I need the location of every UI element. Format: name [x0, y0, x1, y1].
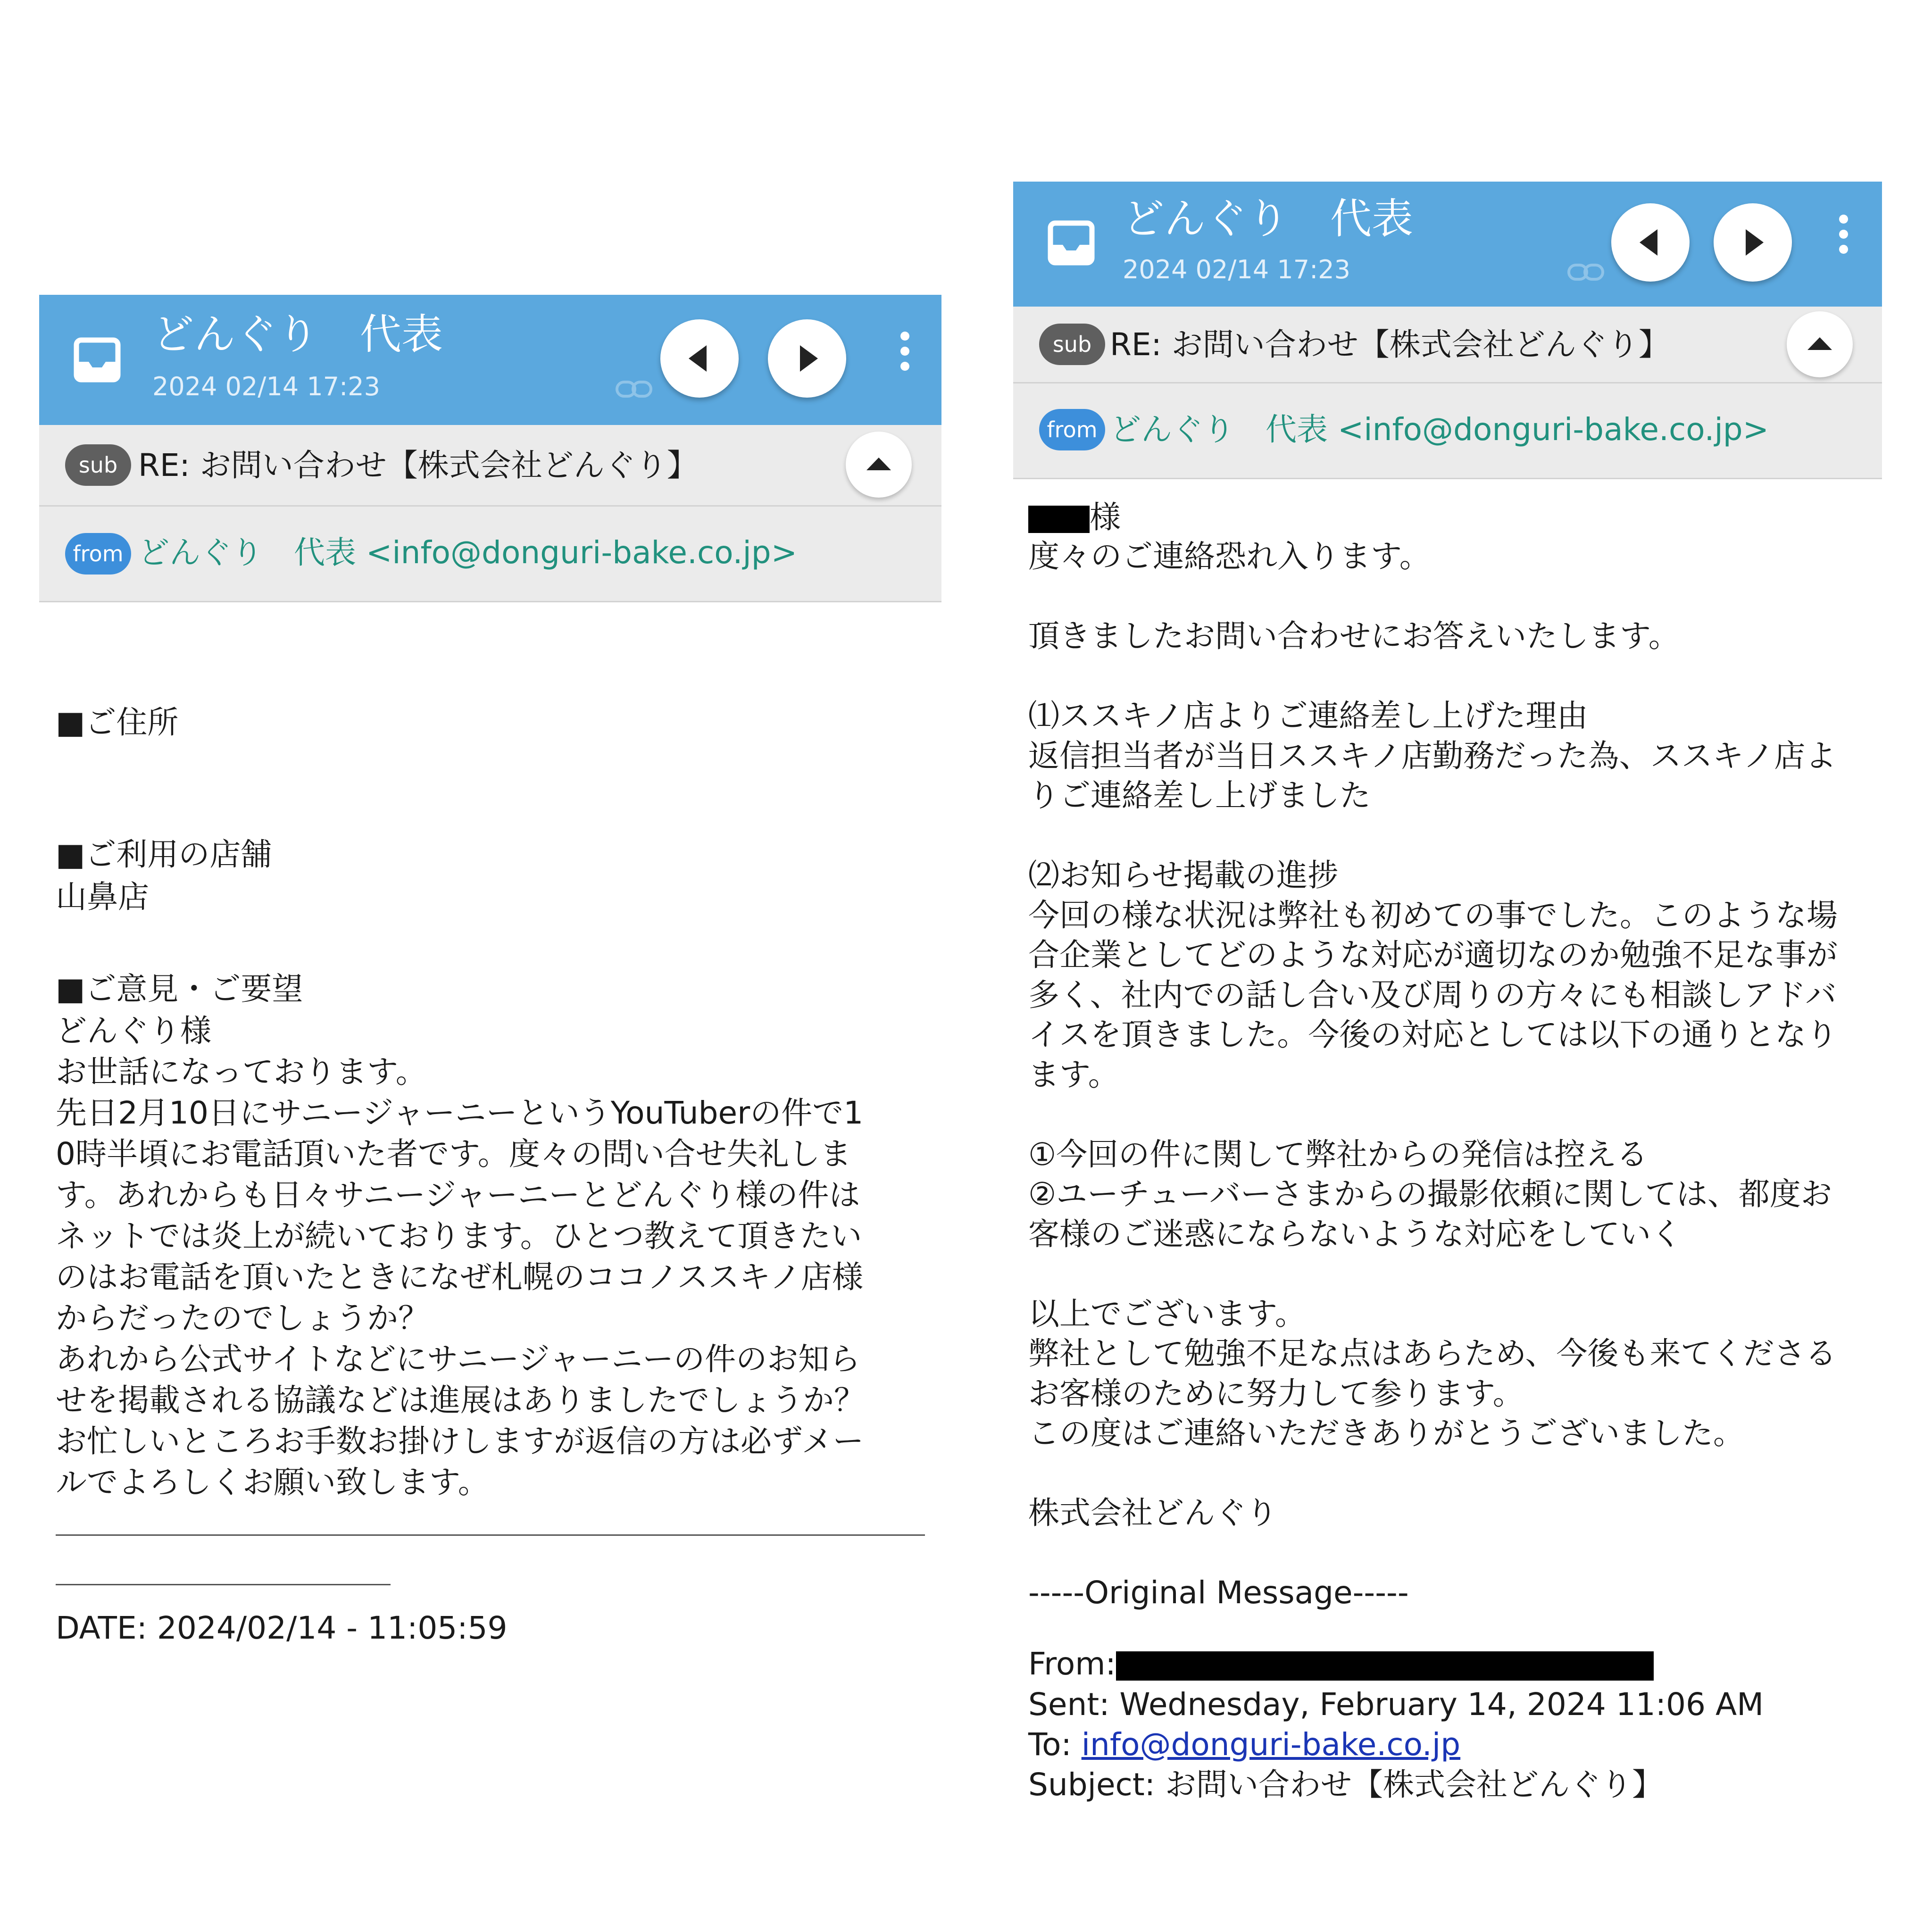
from-address[interactable]: どんぐり 代表 <info@donguri-bake.co.jp> — [138, 534, 797, 571]
collapse-header-button[interactable] — [846, 432, 912, 498]
link-icon[interactable] — [616, 380, 652, 399]
inbox-tray-icon[interactable] — [74, 337, 121, 383]
subject-text: RE: お問い合わせ【株式会社どんぐり】 — [1110, 326, 1670, 363]
store-label: ■ご利用の店舗 — [56, 836, 272, 873]
opinion-label: ■ご意見・ご要望 — [56, 971, 303, 1007]
opinion-message: どんぐり様 お世話になっております。 先日2月10日にサニージャーニーというYouTuberの件で1 0時半頃にお電話頂いた者です。度々の問い合せ失礼しま す。あれからも日々サニージャーニーとどんぐり様の件は ネットでは炎上が続いております。ひとつ教えて頂きたい のはお電話を頂いたときになぜ札幌のココノススキノ店様 からだったのでしょうか？ あれから公式サイトなどにサニージャーニーの件のお知ら せを掲載される協議などは進展はありましたでしょうか？ お忙しいところお手数お掛けしますが返信の方は必ずメー ルでよろしくお願い致します。 — [56, 1013, 865, 1500]
salutation-line — [1028, 498, 1121, 537]
sender-title: どんぐり 代表 — [152, 310, 443, 358]
original-to-label: To: — [1028, 1726, 1082, 1763]
date-line: DATE: 2024/02/14 - 11:05:59 — [56, 1610, 508, 1646]
from-badge: from — [65, 533, 131, 575]
mail-header — [1013, 182, 1882, 307]
redacted-original-sender — [1116, 1651, 1654, 1681]
triangle-right-icon — [768, 319, 846, 398]
triangle-up-icon — [1787, 311, 1853, 377]
header-date: 2024 02/14 17:23 — [1123, 255, 1350, 284]
more-menu-button[interactable] — [895, 332, 914, 383]
original-subject-line: Subject: お問い合わせ【株式会社どんぐり】 — [1028, 1766, 1663, 1803]
sub-badge: sub — [65, 444, 131, 486]
separator-line-short — [56, 1584, 391, 1585]
link-icon[interactable] — [1567, 263, 1604, 282]
more-menu-button[interactable] — [1834, 215, 1853, 266]
subject-row — [1013, 307, 1882, 383]
sub-badge: sub — [1039, 324, 1105, 365]
address-label: ■ご住所 — [56, 704, 179, 741]
previous-mail-button[interactable] — [660, 319, 739, 398]
original-to-link[interactable]: info@donguri-bake.co.jp — [1081, 1726, 1461, 1763]
right-mail-panel — [1013, 182, 1882, 479]
vertical-dots-icon — [900, 332, 909, 341]
triangle-left-icon — [1611, 203, 1690, 282]
sender-title: どんぐり 代表 — [1123, 194, 1414, 243]
redacted-name — [1028, 506, 1090, 533]
header-date: 2024 02/14 17:23 — [152, 372, 380, 401]
store-value: 山鼻店 — [56, 879, 149, 915]
subject-text: RE: お問い合わせ【株式会社どんぐり】 — [138, 447, 698, 483]
original-from-label: From: — [1028, 1646, 1116, 1682]
from-row — [39, 507, 941, 602]
reply-body-text: 度々のご連絡恐れ入ります。 頂きましたお問い合わせにお答えいたします。 ⑴ススキノ店よりご連絡差し上げた理由 返信担当者が当日ススキノ店勤務だった為、ススキノ店よ りご連絡差し上げました ⑵お知らせ掲載の進捗 今回の様な状況は弊社も初めての事でした。このような場 合企業としてどのような対応が適切なのか勉強不足な事が 多く、社内での話し合い及び周りの方々にも相談しアドバ イスを頂きました。今後の対応としては以下の通りとなり ます。 ①今回の件に関して弊社からの発信は控える ②ユーチューバーさまからの撮影依頼に関しては、都度お 客様のご迷惑にならないような対応をしていく 以上でございます。 弊社として勉強不足な点はあらため、今後も来てくださる お客様のために努力して参ります。 この度はご連絡いただきありがとうございました。 株式会社どんぐり -----Original Message----- — [1028, 538, 1838, 1611]
triangle-right-icon — [1714, 203, 1792, 282]
inbox-tray-icon[interactable] — [1048, 220, 1095, 266]
next-mail-button[interactable] — [1714, 203, 1792, 282]
triangle-left-icon — [660, 319, 739, 398]
original-to-line — [1028, 1725, 1460, 1765]
left-mail-panel — [39, 295, 941, 602]
from-row — [1013, 383, 1882, 479]
from-address[interactable]: どんぐり 代表 <info@donguri-bake.co.jp> — [1110, 411, 1769, 448]
subject-row — [39, 425, 941, 507]
next-mail-button[interactable] — [768, 319, 846, 398]
separator-line — [56, 1534, 925, 1536]
from-badge: from — [1039, 409, 1105, 450]
collapse-header-button[interactable] — [1787, 311, 1853, 377]
triangle-up-icon — [846, 432, 912, 498]
original-sent-line: Sent: Wednesday, February 14, 2024 11:06 AM — [1028, 1686, 1764, 1723]
original-from-line — [1028, 1644, 1654, 1684]
vertical-dots-icon — [1839, 215, 1848, 224]
previous-mail-button[interactable] — [1611, 203, 1690, 282]
mail-header — [39, 295, 941, 425]
salutation-suffix: 様 — [1090, 499, 1121, 535]
